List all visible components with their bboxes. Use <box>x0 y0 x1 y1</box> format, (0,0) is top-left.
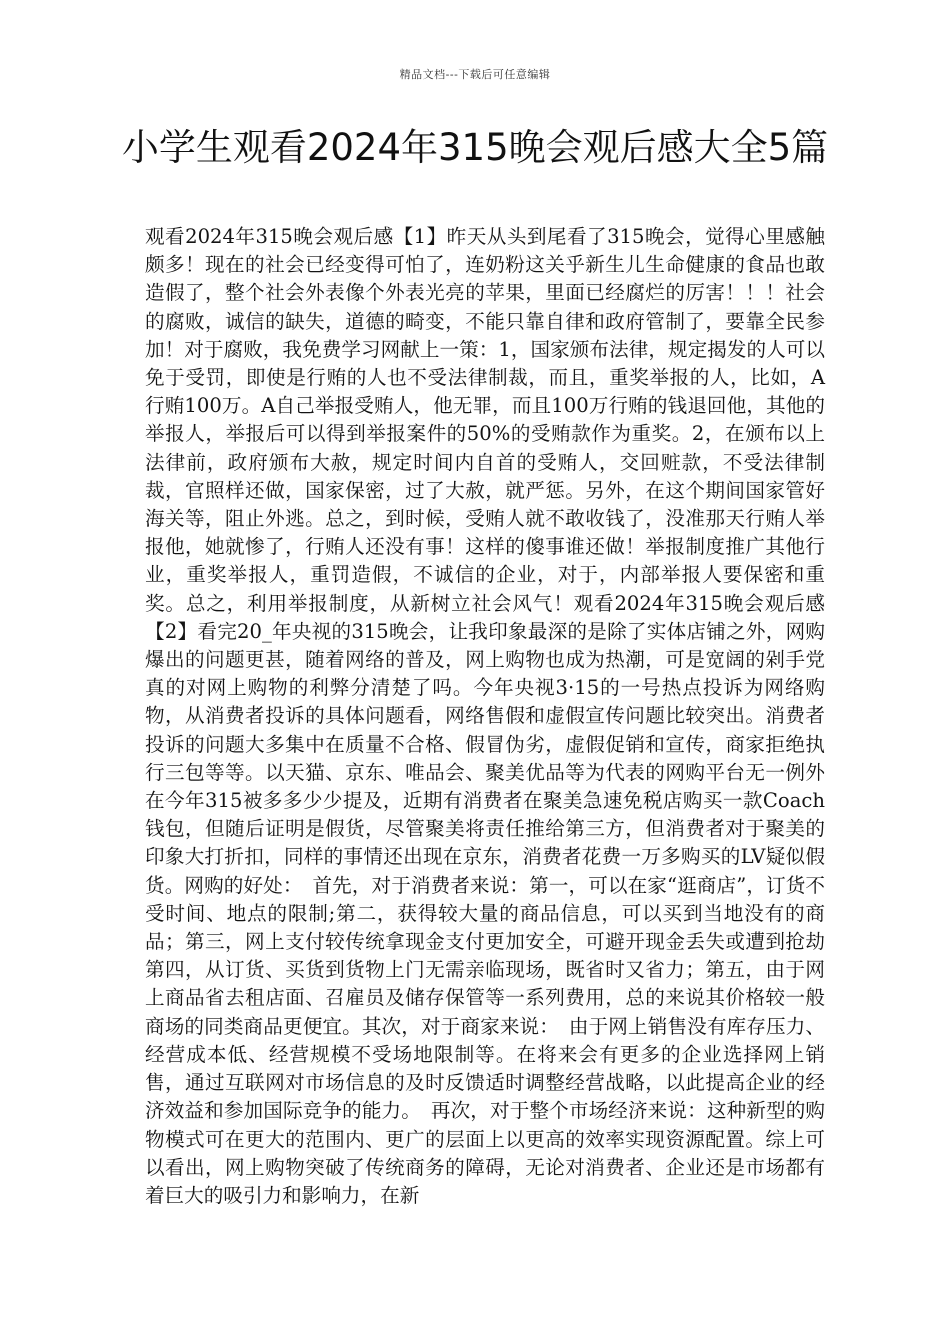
header-note: 精品文档---下载后可任意编辑 <box>399 68 551 81</box>
body-paragraph: 观看2024年315晚会观后感【1】昨天从头到尾看了315晚会，觉得心里感触颇多！现在的社会已经变得可怕了，连奶粉这关乎新生儿生命健康的食品也敢造假了，整个社会外表像个外表光亮的苹果，里面已经腐烂的厉害！！！社会的腐败，诚信的缺失，道德的畸变，不能只靠自律和政府管制了，要靠全民参加！对于腐败，我免费学习网献上一策：1，国家颁布法律，规定揭发的人可以免于受罚，即使是行贿的人也不受法律制裁，而且，重奖举报的人，比如，A行贿100万。A自己举报受贿人，他无罪，而且100万行贿的钱退回他，其他的举报人，举报后可以得到举报案件的50%的受贿款作为重奖。2，在颁布以上法律前，政府颁布大赦，规定时间内自首的受贿人，交回赃款，不受法律制裁，官照样还做，国家保密，过了大赦，就严惩。另外，在这个期间国家管好海关等，阻止外逃。总之，到时候，受贿人就不敢收钱了，没准那天行贿人举报他，她就惨了，行贿人还没有事！这样的傻事谁还做！举报制度推广其他行业，重奖举报人，重罚造假，不诚信的企业，对于，内部举报人要保密和重奖。总之，利用举报制度，从新树立社会风气！观看2024年315晚会观后感【2】看完20_年央视的315晚会，让我印象最深的是除了实体店铺之外，网购爆出的问题更甚，随着网络的普及，网上购物也成为热潮，可是宽阔的剁手党真的对网上购物的利弊分清楚了吗。今年央视3·15的一号热点投诉为网络购物，从消费者投诉的具体问题看，网络售假和虚假宣传问题比较突出。消费者投诉的问题大多集中在质量不合格、假冒伪劣，虚假促销和宣传，商家拒绝执行三包等等。以天猫、京东、唯品会、聚美优品等为代表的网购平台无一例外在今年315被多多少少提及，近期有消费者在聚美急速免税店购买一款Coach钱包，但随后证明是假货，尽管聚美将责任推给第三方，但消费者对于聚美的印象大打折扣，同样的事情还出现在京东，消费者花费一万多购买的LV疑似假货。网购的好处： 首先，对于消费者来说：第一，可以在家“逛商店”，订货不受时间、地点的限制;第二，获得较大量的商品信息，可以买到当地没有的商品；第三，网上支付较传统拿现金支付更加安全，可避开现金丢失或遭到抢劫第四，从订货、买货到货物上门无需亲临现场，既省时又省力；第五，由于网上商品省去租店面、召雇员及储存保管等一系列费用，总的来说其价格较一般商场的同类商品更便宜。其次，对于商家来说： 由于网上销售没有库存压力、经营成本低、经营规模不受场地限制等。在将来会有更多的企业选择网上销售，通过互联网对市场信息的及时反馈适时调整经营战略，以此提高企业的经济效益和参加国际竞争的能力。 再次，对于整个市场经济来说：这种新型的购物模式可在更大的范围内、更广的层面上以更高的效率实现资源配置。综上可以看出，网上购物突破了传统商务的障碍，无论对消费者、企业还是市场都有着巨大的吸引力和影响力，在新 <box>145 225 825 1207</box>
document-title: 小学生观看2024年315晚会观后感大全5篇 <box>121 126 829 169</box>
